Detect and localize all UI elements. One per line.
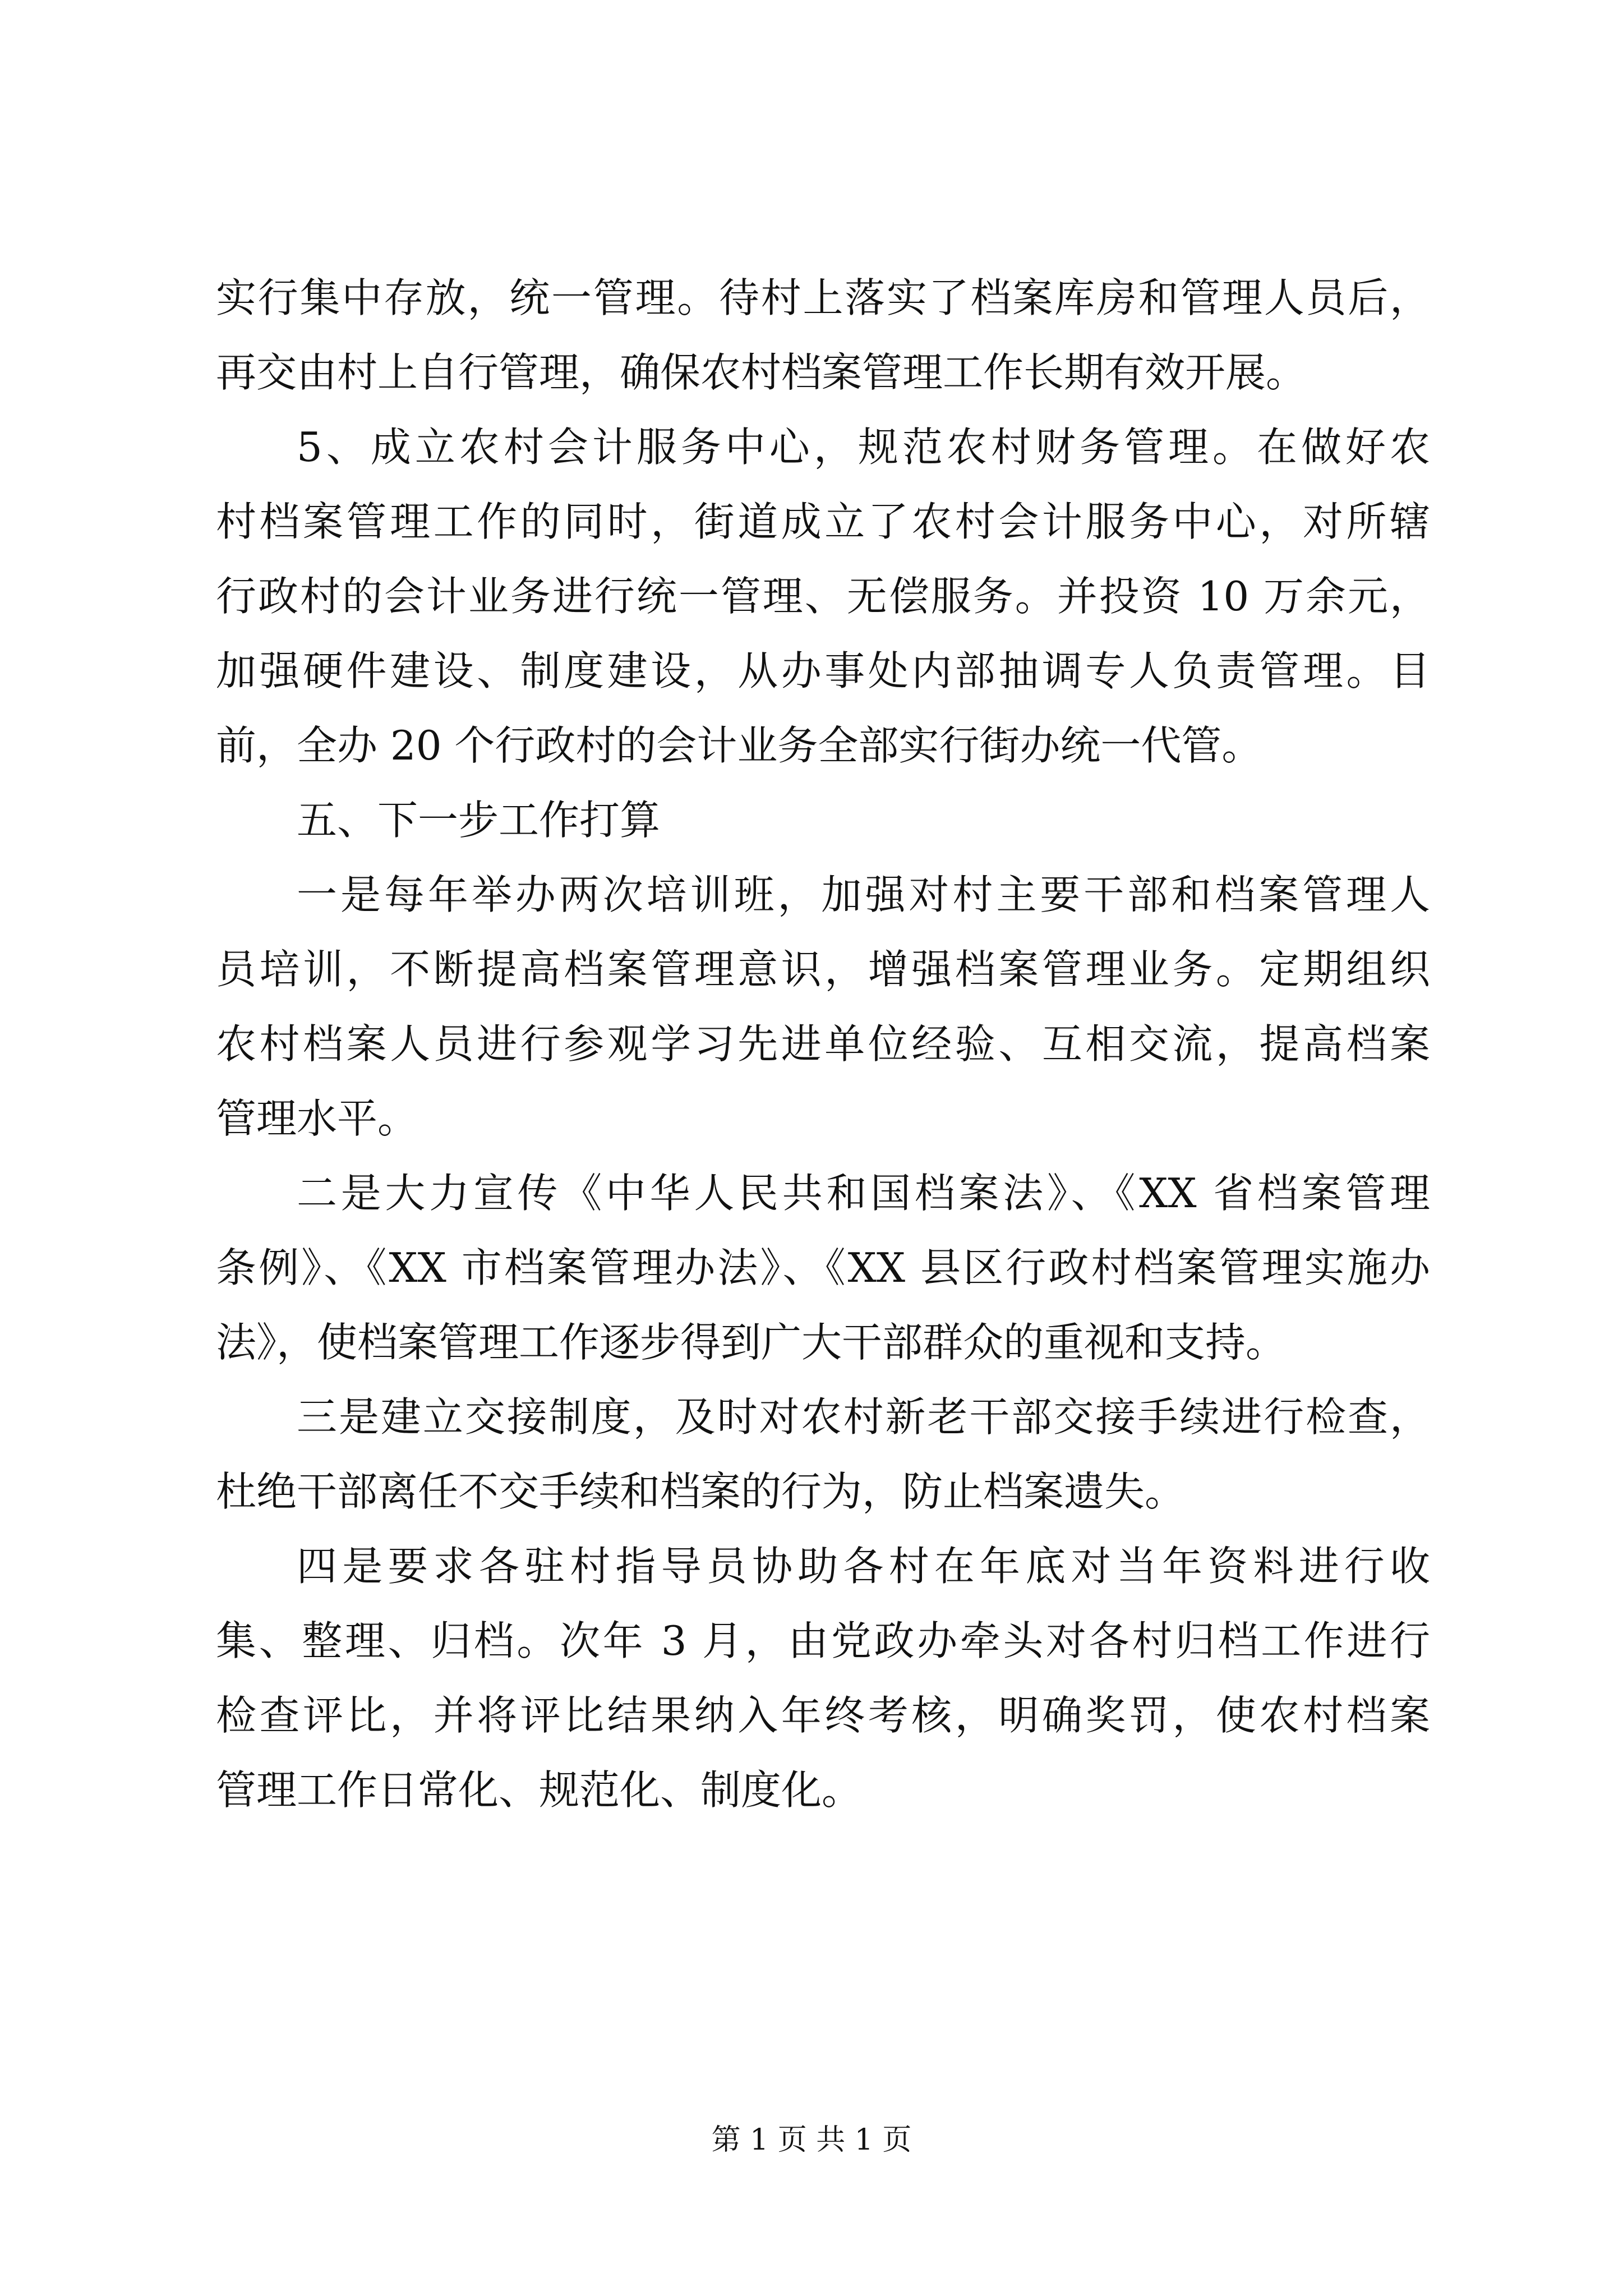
text-line: 杜绝干部离任不交手续和档案的行为，防止档案遗失。 (216, 1468, 1186, 1515)
text-line: 二是大力宣传《中华人民共和国档案法》、《XX 省档案管理 (297, 1170, 1430, 1217)
text-line: 农村档案人员进行参观学习先进单位经验、互相交流，提高档案 (216, 1020, 1430, 1068)
text-line: 四是要求各驻村指导员协助各村在年底对当年资料进行收 (297, 1543, 1430, 1590)
text-line: 条例》、《XX 市档案管理办法》、《XX 县区行政村档案管理实施办 (216, 1244, 1430, 1291)
section-heading: 五、下一步工作打算 (297, 797, 661, 844)
text-line: 5、成立农村会计服务中心，规范农村财务管理。在做好农 (297, 424, 1430, 471)
text-line: 集、整理、归档。次年 3 月，由党政办牵头对各村归档工作进行 (216, 1617, 1430, 1664)
text-line: 实行集中存放，统一管理。待村上落实了档案库房和管理人员后， (216, 274, 1430, 321)
text-line: 检查评比，并将评比结果纳入年终考核，明确奖罚，使农村档案 (216, 1692, 1430, 1739)
text-line: 管理水平。 (216, 1095, 418, 1142)
text-line: 一是每年举办两次培训班，加强对村主要干部和档案管理人 (297, 871, 1430, 918)
document-body (216, 261, 1430, 1828)
page-number-footer: 第 1 页 共 1 页 (711, 2123, 912, 2157)
text-line: 加强硬件建设、制度建设，从办事处内部抽调专人负责管理。目 (216, 647, 1430, 694)
text-line: 前，全办 20 个行政村的会计业务全部实行街办统一代管。 (216, 722, 1262, 769)
text-line: 村档案管理工作的同时，街道成立了农村会计服务中心，对所辖 (216, 498, 1430, 545)
text-line: 行政村的会计业务进行统一管理、无偿服务。并投资 10 万余元， (216, 573, 1430, 620)
text-line: 法》，使档案管理工作逐步得到广大干部群众的重视和支持。 (216, 1319, 1287, 1366)
text-line: 三是建立交接制度，及时对农村新老干部交接手续进行检查， (297, 1393, 1430, 1441)
text-line: 管理工作日常化、规范化、制度化。 (216, 1766, 863, 1814)
text-line: 再交由村上自行管理，确保农村档案管理工作长期有效开展。 (216, 349, 1307, 396)
text-line: 员培训，不断提高档案管理意识，增强档案管理业务。定期组织 (216, 946, 1430, 993)
